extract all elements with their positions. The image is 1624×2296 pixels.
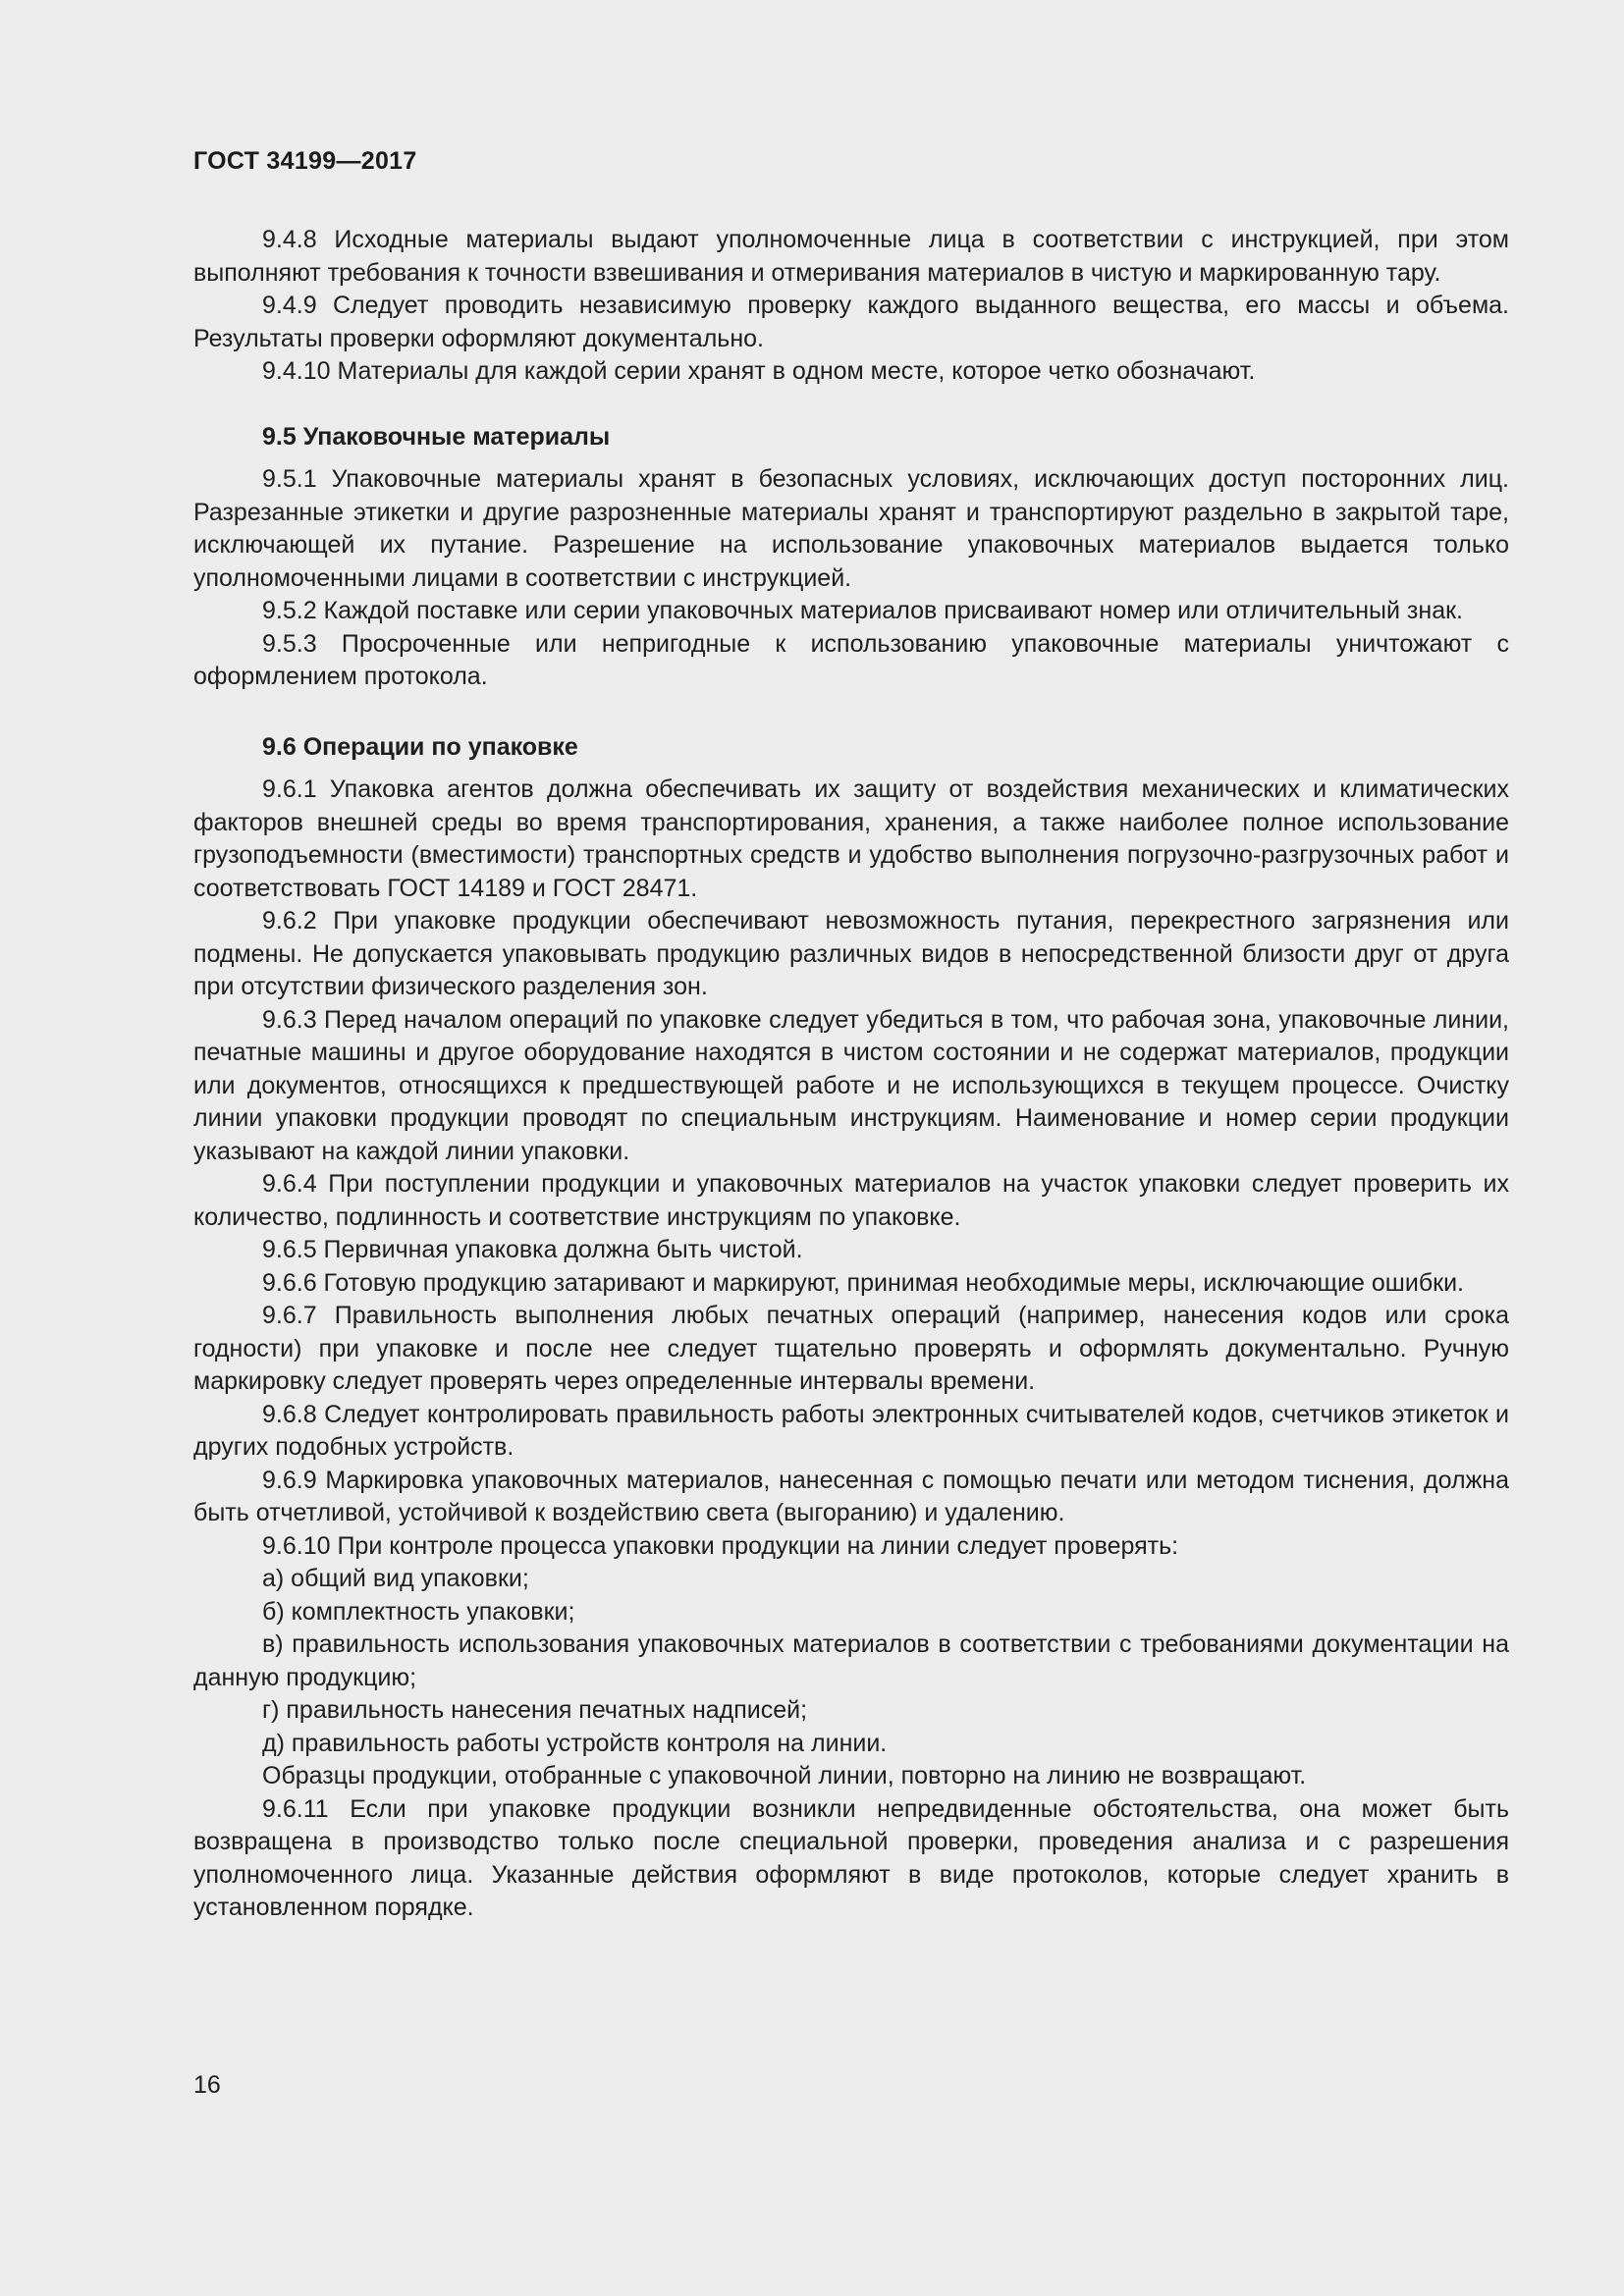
page-number: 16 (193, 2071, 221, 2099)
paragraph-9-4-8: 9.4.8 Исходные материалы выдают уполномоченные лица в соответствии с инструкцией, при этом выполняют требования к точности взвешивания и отмеривания материалов в чистую и маркированную тару. (193, 226, 1509, 287)
paragraph-9-4-10: 9.4.10 Материалы для каждой серии хранят в одном месте, которое четко обозначают. (262, 357, 1256, 385)
paragraph-9-6-6: 9.6.6 Готовую продукцию затаривают и маркируют, принимая необходимые меры, исключающие ошибки. (262, 1268, 1464, 1297)
section-heading-9-6: 9.6 Операции по упаковке (262, 732, 578, 761)
paragraph-9-6-10: 9.6.10 При контроле процесса упаковки продукции на линии следует проверять: (262, 1531, 1179, 1560)
paragraph-9-6-2: 9.6.2 При упаковке продукции обеспечивают невозможность путания, перекрестного загрязнения или подмены. Не допускается упаковывать продукцию различных видов в непосредственной близости друг от друга при отсутствии физического разделения зон. (193, 907, 1509, 1000)
paragraph-9-6-5: 9.6.5 Первичная упаковка должна быть чистой. (262, 1236, 803, 1263)
paragraph-9-6-11: 9.6.11 Если при упаковке продукции возникли непредвиденные обстоятельства, она может быть возвращена в производство только после специальной проверки, проведения анализа и с разрешения уполномоченного лица. Указанные действия оформляют в виде протоколов, которые следует хранить в установленном порядке. (193, 1794, 1509, 1921)
paragraph-9-6-3: 9.6.3 Перед началом операций по упаковке следует убедиться в том, что рабочая зона, упаковочные линии, печатные машины и другое оборудование находятся в чистом состоянии и не содержат материалов, продукции или документов, относящихся к предшествующей работе и не использующихся в текущем процессе. Очистку линии упаковки продукции проводят по специальным инструкциям. Наименование и номер серии продукции указывают на каждой линии упаковки. (193, 1005, 1509, 1165)
list-item-b: б) комплектность упаковки; (262, 1597, 575, 1626)
paragraph-9-6-4: 9.6.4 При поступлении продукции и упаковочных материалов на участок упаковки следует проверить их количество, подлинность и соответствие инструкциям по упаковке. (193, 1170, 1509, 1231)
paragraph-9-6-8: 9.6.8 Следует контролировать правильность работы электронных считывателей кодов, счетчиков этикеток и других подобных устройств. (193, 1400, 1509, 1461)
paragraph-9-5-1: 9.5.1 Упаковочные материалы хранят в безопасных условиях, исключающих доступ посторонних лиц. Разрезанные этикетки и другие разрозненные материалы хранят и транспортируют раздельно в закрытой таре, исключающей их путание. Разрешение на использование упаковочных материалов выдается только уполномоченными лицами в соответствии с инструкцией. (193, 465, 1509, 592)
paragraph-samples-note: Образцы продукции, отобранные с упаковочной линии, повторно на линию не возвращают. (262, 1762, 1307, 1789)
document-header: ГОСТ 34199—2017 (193, 147, 417, 175)
paragraph-9-6-9: 9.6.9 Маркировка упаковочных материалов, нанесенная с помощью печати или методом тиснения, должна быть отчетливой, устойчивой к воздействию света (выгоранию) и удалению. (193, 1466, 1509, 1526)
paragraph-9-6-1: 9.6.1 Упаковка агентов должна обеспечивать их защиту от воздействия механических и климатических факторов внешней среды во время транспортирования, хранения, а также наиболее полное использование грузоподъемности (вместимости) транспортных средств и удобство выполнения погрузочно-разгрузочных работ и соответствовать ГОСТ 14189 и ГОСТ 28471. (193, 775, 1509, 902)
list-item-g: г) правильность нанесения печатных надписей; (262, 1696, 808, 1724)
section-heading-9-5: 9.5 Упаковочные материалы (262, 422, 611, 451)
paragraph-9-5-2: 9.5.2 Каждой поставке или серии упаковочных материалов присваивают номер или отличительный знак. (262, 597, 1463, 624)
document-body (193, 224, 1509, 1925)
paragraph-9-5-3: 9.5.3 Просроченные или непригодные к использованию упаковочные материалы уничтожают с оформлением протокола. (193, 629, 1509, 690)
list-item-d: д) правильность работы устройств контроля на линии. (262, 1729, 888, 1757)
paragraph-9-4-9: 9.4.9 Следует проводить независимую проверку каждого выданного вещества, его массы и объема. Результаты проверки оформляют документально. (193, 292, 1509, 352)
list-item-a: а) общий вид упаковки; (262, 1565, 529, 1592)
list-item-v: в) правильность использования упаковочных материалов в соответствии с требованиями документации на данную продукцию; (193, 1630, 1509, 1691)
paragraph-9-6-7: 9.6.7 Правильность выполнения любых печатных операций (например, нанесения кодов или срока годности) при упаковке и после нее следует тщательно проверять и оформлять документально. Ручную маркировку следует проверять через определенные интервалы времени. (193, 1302, 1509, 1395)
